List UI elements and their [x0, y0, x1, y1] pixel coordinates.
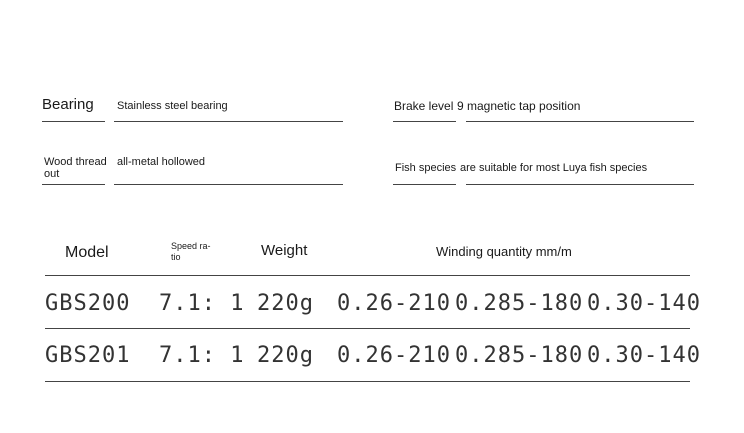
row2-divider [45, 381, 690, 382]
bearing-value: Stainless steel bearing [117, 100, 228, 112]
brake-value-underline [466, 121, 694, 122]
row1-winding-3: 0.30-140 [587, 291, 701, 316]
brake-value: 9 magnetic tap position [457, 99, 581, 113]
header-model: Model [65, 244, 109, 261]
bearing-label-underline [42, 121, 105, 122]
wood-label-underline [42, 184, 105, 185]
row2-winding-2: 0.285-180 [455, 343, 584, 368]
header-speed-line2: tio [171, 252, 181, 262]
header-winding: Winding quantity mm/m [436, 244, 572, 259]
wood-label-line2: out [44, 168, 60, 180]
fish-value: are suitable for most Luya fish species [460, 162, 648, 174]
row1-winding-2: 0.285-180 [455, 291, 584, 316]
header-divider [45, 275, 690, 276]
row2-winding-3: 0.30-140 [587, 343, 701, 368]
fish-value-underline [466, 184, 694, 185]
wood-value-underline [114, 184, 343, 185]
row1-divider [45, 328, 690, 329]
row1-weight: 220g [257, 291, 314, 316]
row2-weight: 220g [257, 343, 314, 368]
row2-model: GBS201 [45, 343, 131, 368]
bearing-value-underline [114, 121, 343, 122]
bearing-label: Bearing [42, 96, 94, 113]
header-weight: Weight [261, 242, 308, 259]
fish-label: Fish species [395, 162, 457, 174]
wood-label-line1: Wood thread [44, 156, 107, 168]
row1-model: GBS200 [45, 291, 131, 316]
header-speed-line1: Speed ra- [171, 241, 211, 251]
row2-speed: 7.1: 1 [159, 343, 245, 368]
row1-speed: 7.1: 1 [159, 291, 245, 316]
brake-label: Brake level [394, 99, 454, 113]
row1-winding-1: 0.26-210 [337, 291, 451, 316]
wood-value: all-metal hollowed [117, 156, 206, 168]
row2-winding-1: 0.26-210 [337, 343, 451, 368]
fish-label-underline [393, 184, 456, 185]
brake-label-underline [393, 121, 456, 122]
